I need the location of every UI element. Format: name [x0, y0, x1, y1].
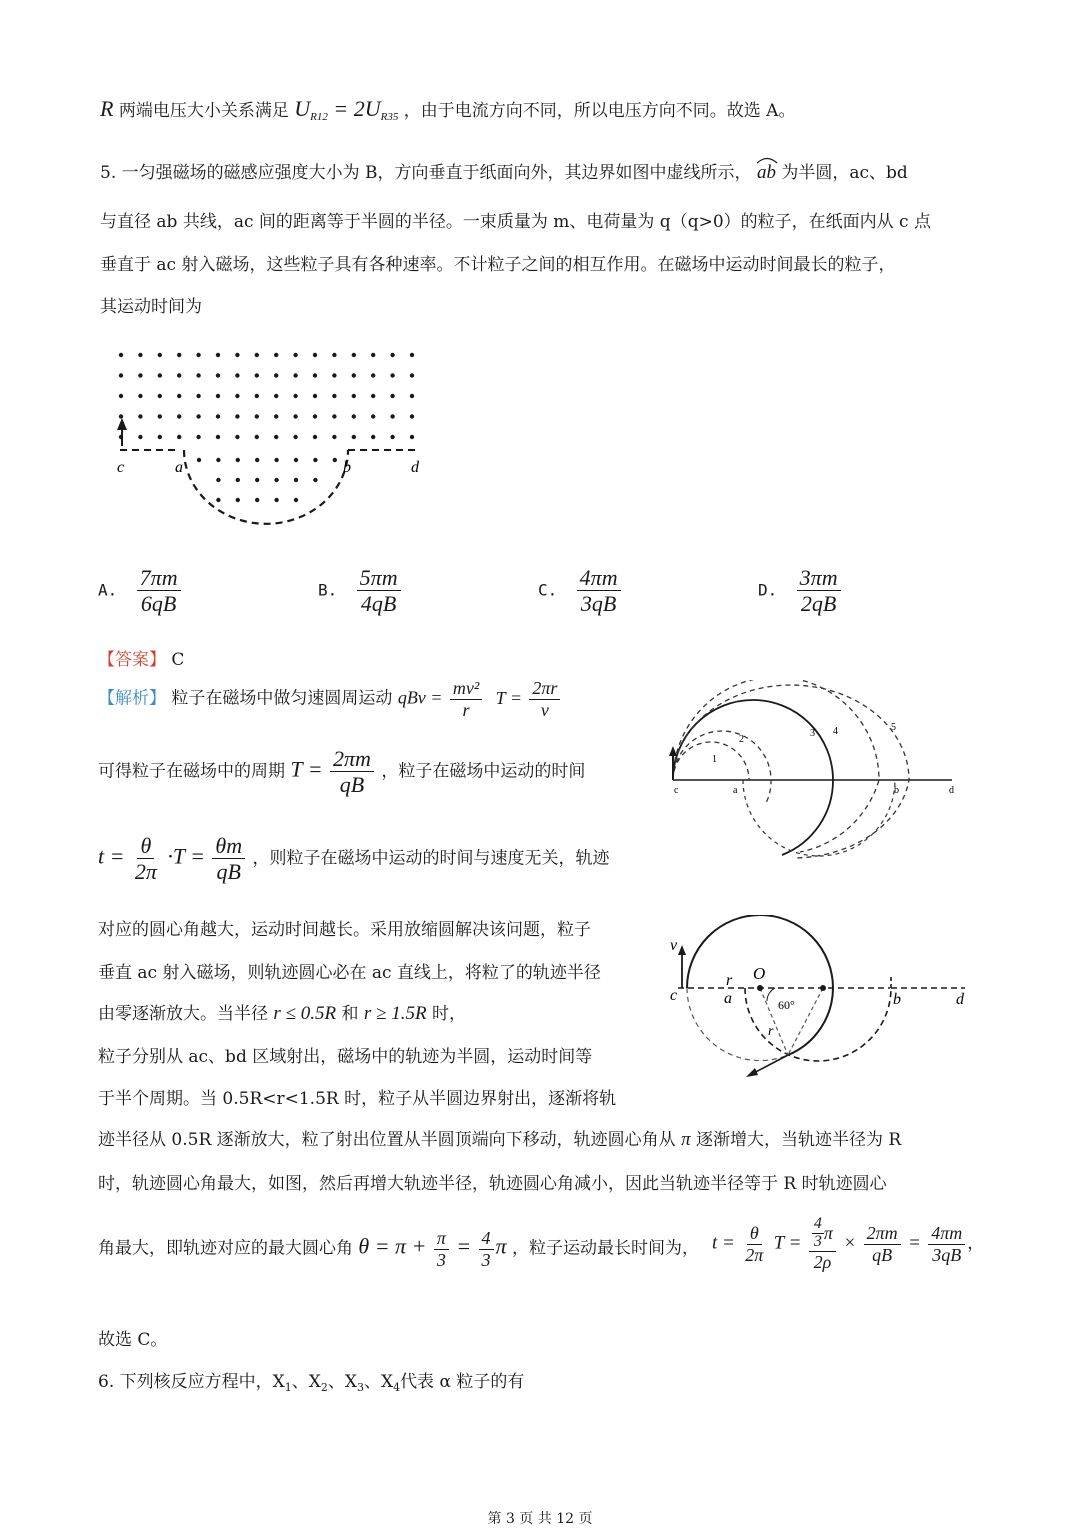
l11-n5: 2πm — [864, 1223, 901, 1245]
field-dot — [235, 414, 239, 418]
field-dot — [313, 435, 317, 439]
field-dot — [371, 373, 375, 377]
field-dot — [293, 373, 297, 377]
analysis-l2-text: 可得粒子在磁场中的周期 — [98, 761, 285, 782]
field-dot — [352, 435, 356, 439]
field-dot — [352, 414, 356, 418]
field-dot — [119, 373, 123, 377]
l11-d4: 2ρ — [813, 1251, 832, 1272]
field-dot — [119, 353, 123, 357]
field-dot — [313, 458, 317, 462]
field-dot — [138, 414, 142, 418]
field-dot — [390, 373, 394, 377]
option-d[interactable] — [758, 565, 843, 617]
field-dot — [410, 435, 414, 439]
field-dot — [236, 498, 240, 502]
fig3-angle-arc — [767, 988, 775, 1001]
field-dot — [236, 458, 240, 462]
field-dot — [255, 414, 259, 418]
analysis-f2-frac — [529, 678, 560, 720]
fig3-intersection-point — [820, 985, 826, 991]
l11-top: 4 — [813, 1215, 822, 1232]
field-dot — [371, 353, 375, 357]
l9b: 逐渐增大，当轨迹半径为 R — [696, 1130, 902, 1150]
f1-den: r — [462, 699, 470, 720]
option-d-letter: D. — [758, 580, 778, 600]
field-dot — [196, 353, 200, 357]
fig3-label-r: r — [726, 972, 733, 989]
q6-line — [98, 1367, 524, 1394]
fig2-label-5: 5 — [891, 722, 896, 733]
analysis-line8: 于半个周期。当 0.5R<r<1.5R 时，粒子从半圆边界射出，逐渐将轨 — [98, 1089, 617, 1109]
option-a-num: 7πm — [137, 565, 181, 591]
q6-s1: 1 — [284, 1381, 292, 1394]
l6b: 和 — [341, 1004, 359, 1024]
field-dot — [293, 435, 297, 439]
l11-d5: qB — [872, 1244, 893, 1265]
u2: U — [364, 96, 381, 121]
field-dot — [274, 478, 278, 482]
l11-top-pi: π — [823, 1222, 833, 1243]
fig1-label-b: b — [343, 459, 351, 476]
l6c: 时， — [432, 1004, 466, 1024]
l11-top-d: 3 — [813, 1232, 822, 1250]
field-dot — [410, 394, 414, 398]
l2-num: 2πm — [330, 746, 374, 772]
field-dot — [235, 373, 239, 377]
analysis-f2-left: T = — [495, 687, 522, 708]
fig3-center-point — [757, 985, 763, 991]
field-dot — [294, 478, 298, 482]
option-d-frac — [797, 565, 841, 617]
analysis-f1-frac — [450, 678, 482, 720]
option-a[interactable] — [98, 565, 183, 617]
field-dot — [332, 353, 336, 357]
l6m1: r ≤ 0.5R — [273, 1003, 337, 1024]
field-dot — [255, 394, 259, 398]
fig2-label-d: d — [949, 785, 954, 796]
field-dot — [158, 353, 162, 357]
field-dot — [158, 373, 162, 377]
field-dot — [332, 435, 336, 439]
field-dot — [138, 394, 142, 398]
f2-den: v — [540, 699, 549, 720]
field-dot — [390, 394, 394, 398]
q6-s3: 3 — [356, 1381, 364, 1394]
field-dot — [255, 498, 259, 502]
figure-scaling-circles — [660, 680, 970, 860]
field-dot — [274, 435, 278, 439]
analysis-l2-left: T = — [290, 756, 323, 782]
answer-tag: 【答案】 — [98, 650, 166, 670]
field-dot — [390, 414, 394, 418]
option-b[interactable] — [318, 565, 403, 617]
fig2-label-3: 3 — [810, 728, 815, 739]
fig1-label-a: a — [175, 459, 183, 476]
field-dot — [274, 373, 278, 377]
field-dot — [293, 414, 297, 418]
fig3-label-b: b — [893, 991, 901, 1008]
arc-ab — [757, 162, 776, 184]
field-dot — [177, 414, 181, 418]
field-dot — [274, 353, 278, 357]
analysis-f1-left: qBv = — [397, 687, 443, 708]
field-dot — [274, 414, 278, 418]
l11-d1: 3 — [436, 1249, 446, 1270]
analysis-l2-text2: ，粒子在磁场中运动的时间 — [381, 761, 586, 782]
field-dot — [197, 458, 201, 462]
fig2-label-2: 2 — [739, 734, 744, 745]
analysis-line3 — [98, 833, 610, 885]
fig2-circle-2 — [673, 731, 771, 805]
fig3-label-r2: r — [768, 1024, 774, 1039]
option-b-den: 4qB — [360, 591, 397, 617]
field-dot — [255, 478, 259, 482]
field-dot — [352, 353, 356, 357]
l11-end: ， — [967, 1233, 985, 1254]
field-dot — [371, 394, 375, 398]
l11-n3: θ — [747, 1223, 762, 1245]
fig2-label-b: b — [894, 785, 899, 796]
field-dot — [274, 394, 278, 398]
l11-n6: 4πm — [928, 1223, 965, 1245]
analysis-line2 — [98, 746, 585, 798]
field-dot — [177, 373, 181, 377]
fig3-label-v: v — [670, 937, 678, 954]
option-c-num: 4πm — [577, 565, 621, 591]
answer-line — [98, 645, 184, 670]
field-dot — [332, 394, 336, 398]
field-dot — [235, 353, 239, 357]
fig2-label-4: 4 — [833, 726, 838, 737]
fig2-semicircle — [743, 780, 895, 856]
field-dots — [119, 353, 414, 502]
q6-x2: X — [308, 1372, 321, 1392]
field-dot — [216, 353, 220, 357]
option-b-letter: B. — [318, 580, 338, 600]
fig2-arrow-head-icon — [669, 746, 677, 756]
page-footer: 第 3 页 共 12 页 — [487, 1511, 593, 1527]
field-dot — [293, 394, 297, 398]
field-dot — [177, 435, 181, 439]
field-dot — [138, 435, 142, 439]
arc-symbol-icon — [755, 156, 779, 164]
l3-frac1 — [132, 833, 160, 885]
field-dot — [216, 478, 220, 482]
field-dot — [410, 353, 414, 357]
field-dot — [196, 394, 200, 398]
analysis-line11 — [98, 1228, 699, 1270]
field-dot — [352, 394, 356, 398]
q5-text1: 5. 一匀强磁场的磁感应强度大小为 B，方向垂直于纸面向外，其边界如图中虚线所示， — [100, 163, 752, 183]
q6-x4: X — [380, 1372, 394, 1392]
field-dot — [410, 373, 414, 377]
r-symbol: R — [100, 96, 114, 121]
field-dot — [332, 414, 336, 418]
l11-frac3 — [742, 1223, 766, 1265]
l11b: ，粒子运动最长时间为， — [511, 1238, 699, 1259]
option-d-den: 2qB — [800, 591, 837, 617]
field-dot — [390, 353, 394, 357]
option-c-den: 3qB — [580, 591, 617, 617]
option-a-den: 6qB — [140, 591, 177, 617]
field-dot — [313, 353, 317, 357]
l11-d6: 3qB — [932, 1244, 962, 1265]
fig1-label-c: c — [117, 459, 125, 476]
l11-x: × — [843, 1232, 857, 1254]
l11-frac1 — [434, 1228, 449, 1270]
figure-max-angle — [660, 915, 980, 1085]
q6-x3: X — [344, 1372, 357, 1392]
field-dot — [274, 458, 278, 462]
analysis-tag: 【解析】 — [98, 688, 166, 709]
intro-conclusion: ，由于电流方向不同，所以电压方向不同。故选 A。 — [403, 101, 796, 121]
q6-s4: 4 — [393, 1381, 401, 1394]
field-dot — [196, 435, 200, 439]
field-dot — [138, 353, 142, 357]
l11-n1: π — [434, 1228, 449, 1250]
option-a-letter: A. — [98, 580, 118, 600]
fig2-circle-5 — [673, 685, 909, 858]
q5-line3: 垂直于 ac 射入磁场，这些粒子具有各种速率。不计粒子之间的相互作用。在磁场中运动时间最长的粒子， — [100, 255, 896, 275]
arc-label: ab — [756, 162, 776, 183]
field-dot — [313, 394, 317, 398]
voltage-formula — [294, 96, 398, 121]
l3-d2: qB — [216, 859, 241, 885]
q6-sep1: 、 — [291, 1372, 309, 1392]
field-dot — [216, 435, 220, 439]
u1: U — [294, 96, 311, 121]
field-dot — [235, 435, 239, 439]
l11-t: t = — [712, 1232, 735, 1254]
q6-x1: X — [272, 1372, 285, 1392]
figure-magnetic-field — [100, 340, 440, 540]
arrow-head-icon — [117, 418, 127, 430]
sub1: R12 — [310, 111, 328, 123]
q5-line1 — [100, 158, 908, 184]
field-dot — [313, 478, 317, 482]
field-dot — [158, 435, 162, 439]
field-dot — [255, 435, 259, 439]
fig2-circle-4 — [673, 680, 879, 852]
field-dot — [274, 498, 278, 502]
l3-text: ，则粒子在磁场中运动的时间与速度无关，轨迹 — [252, 848, 610, 869]
field-dot — [235, 394, 239, 398]
fig3-label-d: d — [956, 991, 964, 1008]
l11-eq2: = — [908, 1232, 921, 1254]
field-dot — [371, 435, 375, 439]
analysis-line5: 垂直 ac 射入磁场，则轨迹圆心必在 ac 直线上，将粒了的轨迹半径 — [98, 963, 601, 983]
field-dot — [216, 498, 220, 502]
semicircle-boundary — [184, 450, 348, 524]
field-dot — [196, 414, 200, 418]
field-dot — [196, 373, 200, 377]
fig2-label-c: c — [674, 785, 679, 796]
l11-eq: = — [456, 1233, 472, 1259]
q6-text1: 6. 下列核反应方程中， — [98, 1372, 273, 1392]
l3-t: t = — [98, 843, 125, 869]
field-dot — [332, 373, 336, 377]
q5-line4: 其运动时间为 — [100, 297, 202, 317]
l11-d3: 2π — [745, 1244, 764, 1265]
field-dot — [313, 414, 317, 418]
f1-num: mv² — [450, 678, 482, 700]
l11-inner-frac — [812, 1216, 824, 1251]
field-dot — [371, 414, 375, 418]
fig3-label-c: c — [670, 987, 678, 1004]
analysis-line11-time — [712, 1216, 984, 1272]
answer-value: C — [171, 650, 185, 670]
analysis-l1-text: 粒子在磁场中做匀速圆周运动 — [171, 688, 393, 709]
analysis-line12: 故选 C。 — [98, 1330, 168, 1350]
fig3-entry-arrow-icon — [678, 945, 686, 955]
intro-text: 两端电压大小关系满足 — [118, 101, 289, 121]
fig3-label-O: O — [753, 964, 766, 983]
q6-sep2: 、 — [327, 1372, 345, 1392]
option-c[interactable] — [538, 565, 623, 617]
analysis-line6 — [98, 999, 466, 1025]
l11-theta: θ = π + — [358, 1233, 427, 1259]
analysis-l2-frac — [330, 746, 374, 798]
l11-T: T = — [773, 1232, 802, 1254]
field-dot — [255, 373, 259, 377]
field-dot — [216, 373, 220, 377]
sub2: R35 — [380, 111, 399, 123]
analysis-line7: 粒子分别从 ac、bd 区域射出，磁场中的轨迹为半圆，运动时间等 — [98, 1047, 593, 1067]
fig3-label-a: a — [724, 990, 732, 1007]
field-dot — [119, 394, 123, 398]
l11-frac2 — [479, 1228, 494, 1270]
field-dot — [216, 414, 220, 418]
intro-line — [100, 96, 795, 123]
option-d-num: 3πm — [797, 565, 841, 591]
l11-frac4-num — [809, 1216, 836, 1252]
option-a-frac — [137, 565, 181, 617]
field-dot — [138, 373, 142, 377]
field-dot — [352, 373, 356, 377]
l2-den: qB — [339, 772, 365, 798]
field-dot — [390, 435, 394, 439]
l9pi: π — [681, 1129, 691, 1150]
l3-n2: θm — [212, 833, 245, 859]
q5-line2: 与直径 ab 共线，ac 间的距离等于半圆的半径。一束质量为 m、电荷量为 q（q>0）的粒子，在纸面内从 c 点 — [100, 212, 931, 232]
l6a: 由零逐渐放大。当半径 — [98, 1004, 268, 1024]
field-dot — [255, 353, 259, 357]
field-dot — [236, 478, 240, 482]
fig3-exit-arrow-icon — [746, 1068, 758, 1077]
option-b-frac — [357, 565, 401, 617]
field-dot — [119, 414, 123, 418]
l11-frac6 — [928, 1223, 965, 1265]
field-dot — [410, 414, 414, 418]
l6m2: r ≥ 1.5R — [363, 1003, 427, 1024]
field-dot — [255, 458, 259, 462]
fig3-label-60: 60° — [778, 998, 795, 1012]
option-b-num: 5πm — [357, 565, 401, 591]
l3-mid: ·T = — [167, 843, 205, 869]
eq: = 2 — [333, 96, 365, 121]
option-c-frac — [577, 565, 621, 617]
analysis-line4: 对应的圆心角越大，运动时间越长。采用放缩圆解决该问题，粒子 — [98, 920, 591, 940]
fig2-label-a: a — [733, 785, 738, 796]
q5-text1b: 为半圆，ac、bd — [781, 163, 908, 183]
field-dot — [216, 394, 220, 398]
l3-d1: 2π — [134, 859, 157, 885]
analysis-line1 — [98, 678, 562, 720]
field-dot — [294, 458, 298, 462]
l11-n2: 4 — [479, 1228, 494, 1250]
field-dot — [216, 458, 220, 462]
l11-frac5 — [864, 1223, 901, 1265]
q6-s2: 2 — [320, 1381, 328, 1394]
l11-d2: 3 — [481, 1249, 491, 1270]
fig1-label-d: d — [411, 459, 419, 476]
q6-sep3: 、 — [363, 1372, 381, 1392]
f2-num: 2πr — [529, 678, 560, 700]
l3-n1: θ — [137, 833, 154, 859]
fig2-circle-1 — [673, 742, 749, 780]
fig2-label-1: 1 — [712, 754, 717, 765]
field-dot — [158, 394, 162, 398]
analysis-line10: 时，轨迹圆心角最大，如图，然后再增大轨迹半径，轨迹圆心角减小，因此当轨迹半径等于 R 时轨迹圆心 — [98, 1174, 887, 1194]
field-dot — [333, 458, 337, 462]
l11-pi: π — [495, 1233, 507, 1259]
l9a: 迹半径从 0.5R 逐渐放大，粒了射出位置从半圆顶端向下移动，轨迹圆心角从 — [98, 1130, 676, 1150]
field-dot — [294, 498, 298, 502]
field-dot — [158, 414, 162, 418]
l3-frac2 — [212, 833, 245, 885]
l11a: 角最大，即轨迹对应的最大圆心角 — [98, 1238, 353, 1259]
analysis-line9 — [98, 1125, 901, 1151]
field-dot — [293, 353, 297, 357]
field-dot — [313, 373, 317, 377]
field-dot — [177, 394, 181, 398]
q6-text2: 代表 α 粒子的有 — [400, 1372, 525, 1392]
field-dot — [177, 353, 181, 357]
l11-frac4 — [809, 1216, 836, 1272]
option-c-letter: C. — [538, 580, 558, 600]
